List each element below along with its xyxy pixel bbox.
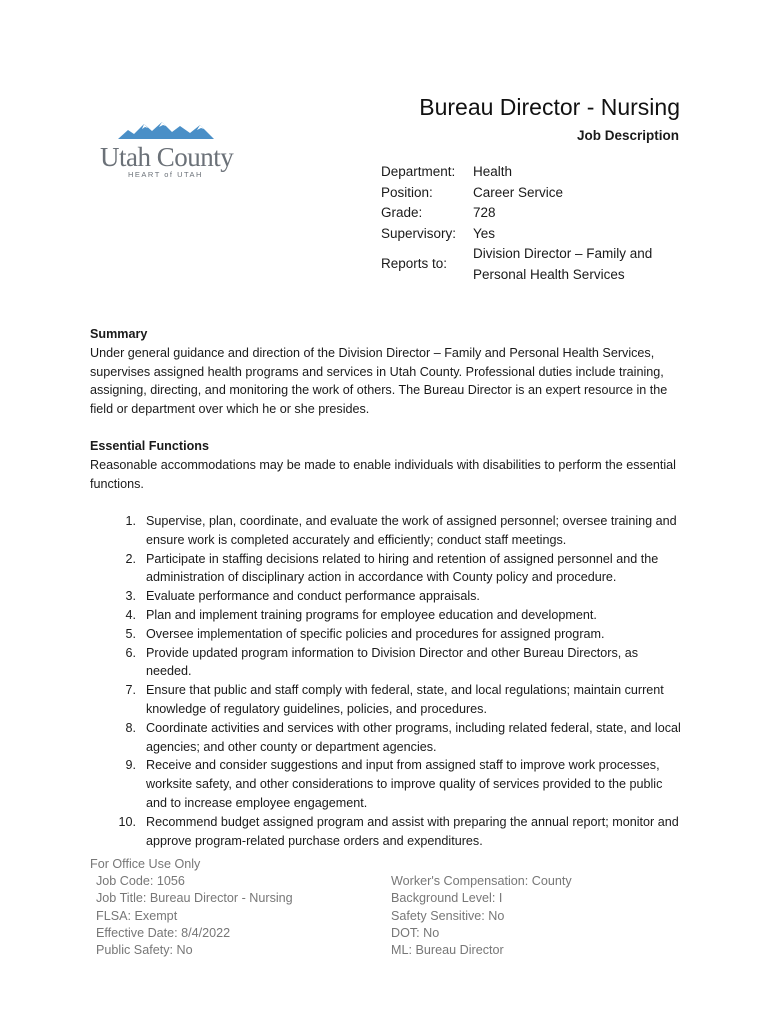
info-value: Health [473, 164, 513, 179]
list-item [90, 681, 685, 719]
list-number: 1. [125, 514, 136, 528]
utah-county-logo [100, 120, 235, 182]
info-label: Position: [381, 184, 433, 200]
info-label: Reports to: [381, 256, 448, 272]
info-row-position [381, 183, 673, 204]
list-number: 10. [118, 814, 136, 829]
office-field: Job Code: 1056 [96, 874, 185, 889]
office-field: Safety Sensitive: No [391, 908, 505, 923]
office-use-section [90, 856, 690, 959]
info-value: Career Service [473, 184, 564, 200]
office-field: ML: Bureau Director [391, 943, 504, 958]
info-row-supervisory [381, 224, 673, 245]
office-use-right-column [391, 873, 681, 959]
list-text: Recommend budget assigned program and assist with preparing the annual report; monitor and approve program-related purchase orders and expenditures. [146, 814, 679, 848]
list-item [90, 550, 685, 588]
office-field: Worker's Compensation: County [391, 874, 572, 889]
page-subtitle: Job Description [576, 128, 679, 143]
list-number: 6. [125, 645, 136, 660]
office-field: Job Title: Bureau Director - Nursing [96, 891, 293, 906]
essential-functions-intro: Reasonable accommodations may be made to enable individuals with disabilities to perform the essential functions. [90, 457, 676, 491]
summary-text: Under general guidance and direction of the Division Director – Family and Personal Health Services, supervises assigned health programs and services in Utah County. Professional duties include training, assigning, directing, and monitoring the work of others. The Bureau Director is an expert resource in the field or department over which he or she presides. [90, 345, 668, 417]
logo-tagline: HEART of UTAH [128, 170, 203, 179]
info-label: Grade: [381, 205, 423, 220]
list-number: 7. [125, 683, 136, 698]
summary-heading: Summary [90, 327, 148, 341]
essential-functions-section [90, 437, 685, 493]
mountain-icon [118, 120, 214, 140]
info-row-reports-to [381, 244, 673, 285]
list-text: Evaluate performance and conduct performance appraisals. [146, 589, 480, 604]
office-use-columns [90, 873, 690, 959]
office-use-heading: For Office Use Only [90, 857, 201, 871]
info-value: Division Director – Family and Personal Health Services [473, 246, 653, 282]
list-text: Ensure that public and staff comply with federal, state, and local regulations; maintain current knowledge of regulatory guidelines, policies, and procedures. [146, 683, 664, 716]
info-label: Supervisory: [381, 225, 457, 241]
list-text: Participate in staffing decisions related to hiring and retention of assigned personnel and the administration of disciplinary action in accordance with County policy and procedure. [146, 551, 659, 585]
office-field: Public Safety: No [96, 943, 193, 958]
list-number: 2. [125, 551, 136, 566]
summary-section [90, 325, 685, 419]
office-field: Effective Date: 8/4/2022 [96, 925, 231, 940]
list-item [90, 606, 685, 625]
list-text: Supervise, plan, coordinate, and evaluate the work of assigned personnel; oversee training and ensure work is completed accurately and efficiently; conduct staff meetings. [146, 514, 677, 547]
job-info-table [381, 162, 673, 285]
office-field: DOT: No [391, 925, 440, 940]
list-text: Oversee implementation of specific policies and procedures for assigned program. [146, 626, 605, 641]
office-field: FLSA: Exempt [96, 908, 178, 923]
list-number: 9. [125, 758, 136, 773]
list-number: 8. [125, 720, 136, 735]
office-field: Background Level: I [391, 891, 503, 906]
list-item [90, 644, 685, 682]
list-number: 4. [125, 607, 136, 622]
list-item [90, 719, 685, 757]
list-text: Plan and implement training programs for employee education and development. [146, 607, 597, 622]
list-item [90, 813, 685, 851]
office-use-left-column [90, 873, 391, 959]
list-item [90, 756, 685, 812]
list-text: Receive and consider suggestions and input from assigned staff to improve work processes, worksite safety, and other considerations to improve quality of services provided to the public and to increase employee engagement. [146, 758, 663, 810]
essential-functions-heading: Essential Functions [90, 439, 209, 453]
info-row-department [381, 162, 673, 183]
essential-functions-list [90, 512, 685, 850]
page-title: Bureau Director - Nursing [419, 94, 680, 120]
info-value: Yes [473, 225, 496, 241]
list-text: Provide updated program information to Division Director and other Bureau Directors, as needed. [146, 645, 639, 679]
info-label: Department: [381, 164, 456, 179]
list-number: 5. [125, 626, 136, 641]
logo-name: Utah County [100, 142, 234, 172]
list-item [90, 625, 685, 644]
info-row-grade [381, 203, 673, 224]
list-item [90, 587, 685, 606]
list-item [90, 512, 685, 550]
info-value: 728 [473, 205, 496, 220]
list-text: Coordinate activities and services with other programs, including related federal, state, and local agencies; and other county or department agencies. [146, 720, 681, 754]
list-number: 3. [125, 589, 136, 604]
